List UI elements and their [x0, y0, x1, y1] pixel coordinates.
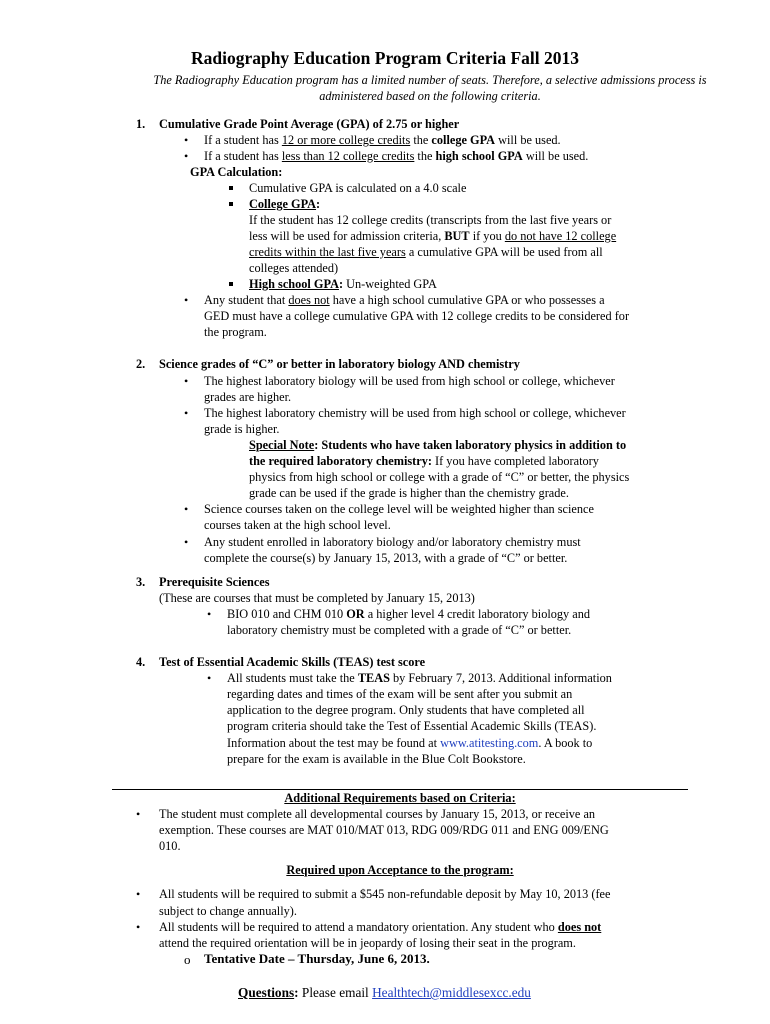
s2-bullet-1-line-1: The highest laboratory biology will be used from high school or college, whichever [204, 374, 615, 388]
section-2-number: 2. [136, 357, 146, 371]
page-title: Radiography Education Program Criteria Fall 2013 [190, 48, 580, 68]
s2-bullet-3-line-1: Science courses taken on the college level will be weighted higher than science [204, 502, 594, 516]
bullet-icon: • [184, 149, 189, 163]
s1-bullet-1: If a student has 12 or more college credits the college GPA will be used. [204, 133, 561, 147]
tentative-date: Tentative Date – Thursday, June 6, 2013. [204, 951, 430, 966]
special-note-line-1: Special Note: Students who have taken laboratory physics in addition to [249, 438, 627, 452]
s2-bullet-2-line-2: grade is higher. [204, 422, 280, 436]
orientation-line-2: attend the required orientation will be in jeopardy of losing their seat in the program. [159, 936, 576, 950]
circle-bullet-icon: o [184, 952, 191, 967]
square-bullet-icon [229, 186, 233, 190]
additional-line-1: The student must complete all developmental courses by January 15, 2013, or receive an [159, 807, 596, 821]
bullet-icon: • [184, 133, 189, 147]
gpa-calculation-heading: GPA Calculation: [190, 165, 283, 179]
s2-bullet-4-line-1: Any student enrolled in laboratory biology and/or laboratory chemistry must [204, 535, 581, 549]
section-3-number: 3. [136, 575, 146, 589]
s3-bullet-line-2: laboratory chemistry must be completed with a grade of “C” or better. [227, 623, 572, 637]
high-school-gpa-line: High school GPA: Un-weighted GPA [249, 277, 437, 291]
s1-bullet-3-line-1: Any student that does not have a high school cumulative GPA or who possesses a [204, 293, 605, 307]
s2-bullet-2-line-1: The highest laboratory chemistry will be used from high school or college, whichever [204, 406, 626, 420]
questions-line: Questions: Please email Healthtech@middlesexcc.edu [238, 985, 531, 1000]
teas-line-6: prepare for the exam is available in the Blue Colt Bookstore. [227, 752, 526, 766]
section-3-heading: Prerequisite Sciences [159, 575, 270, 589]
gpa-scale-text: Cumulative GPA is calculated on a 4.0 scale [249, 181, 467, 195]
s2-bullet-4-line-2: complete the course(s) by January 15, 2013, with a grade of “C” or better. [204, 551, 568, 565]
s1-bullet-3-line-3: the program. [204, 325, 267, 339]
orientation-line-1: All students will be required to attend a mandatory orientation. Any student who does not [159, 920, 602, 934]
bullet-icon: • [184, 406, 189, 420]
bullet-icon: • [136, 920, 141, 934]
bullet-icon: • [184, 535, 189, 549]
s1-bullet-3-line-2: GED must have a college cumulative GPA with 12 college credits to be considered for [204, 309, 630, 323]
intro-paragraph: The Radiography Education program has a limited number of seats. Therefore, a selective admissions process is administered based on the following criteria. [153, 73, 707, 103]
section-2-heading: Science grades of “C” or better in laboratory biology AND chemistry [159, 357, 520, 371]
s3-bullet-line-1: BIO 010 and CHM 010 OR a higher level 4 credit laboratory biology and [227, 607, 591, 621]
teas-line-4: program criteria should take the Test of Essential Academic Skills (TEAS). [227, 719, 597, 733]
s1-bullet-2: If a student has less than 12 college credits the high school GPA will be used. [204, 149, 589, 163]
bullet-icon: • [136, 807, 141, 821]
bullet-icon: • [184, 502, 189, 516]
special-note-line-3: physics from high school or college with a grade of “C” or better, the physics [249, 470, 630, 484]
square-bullet-icon [229, 202, 233, 206]
college-gpa-line-3: credits within the last five years a cumulative GPA will be used from all [249, 245, 603, 259]
bullet-icon: • [184, 374, 189, 388]
college-gpa-label: College GPA: [249, 197, 321, 211]
section-4-heading: Test of Essential Academic Skills (TEAS) test score [159, 655, 426, 669]
special-note-line-4: grade can be used if the grade is higher than the chemistry grade. [249, 486, 569, 500]
deposit-line-2: subject to change annually). [159, 904, 297, 918]
additional-requirements-heading: Additional Requirements based on Criteria: [284, 791, 516, 805]
college-gpa-line-4: colleges attended) [249, 261, 339, 275]
section-3-subtitle: (These are courses that must be completed by January 15, 2013) [159, 591, 475, 605]
teas-line-2: regarding dates and times of the exam will be sent after you submit an [227, 687, 573, 701]
bullet-icon: • [184, 293, 189, 307]
college-gpa-line-1: If the student has 12 college credits (transcripts from the last five years or [249, 213, 612, 227]
bullet-icon: • [207, 607, 212, 621]
atitesting-link[interactable]: www.atitesting.com [440, 736, 539, 750]
additional-line-3: 010. [159, 839, 181, 853]
teas-line-5: Information about the test may be found at www.atitesting.com. A book to [227, 736, 593, 750]
section-4-number: 4. [136, 655, 146, 669]
section-1-number: 1. [136, 117, 146, 131]
acceptance-heading: Required upon Acceptance to the program: [286, 863, 514, 877]
deposit-line-1: All students will be required to submit a $545 non-refundable deposit by May 10, 2013 (fee [159, 887, 611, 901]
special-note-line-2: the required laboratory chemistry: If you have completed laboratory [249, 454, 599, 468]
college-gpa-line-2: less will be used for admission criteria, BUT if you do not have 12 college [249, 229, 617, 243]
s2-bullet-3-line-2: courses taken at the high school level. [204, 518, 391, 532]
square-bullet-icon [229, 282, 233, 286]
bullet-icon: • [207, 671, 212, 685]
teas-line-1: All students must take the TEAS by February 7, 2013. Additional information [227, 671, 612, 685]
email-link[interactable]: Healthtech@middlesexcc.edu [372, 985, 531, 1000]
additional-line-2: exemption. These courses are MAT 010/MAT 013, RDG 009/RDG 011 and ENG 009/ENG [159, 823, 609, 837]
teas-line-3: application to the degree program. Only students that have completed all [227, 703, 585, 717]
s2-bullet-1-line-2: grades are higher. [204, 390, 292, 404]
section-1-heading: Cumulative Grade Point Average (GPA) of 2.75 or higher [159, 117, 460, 131]
bullet-icon: • [136, 887, 141, 901]
